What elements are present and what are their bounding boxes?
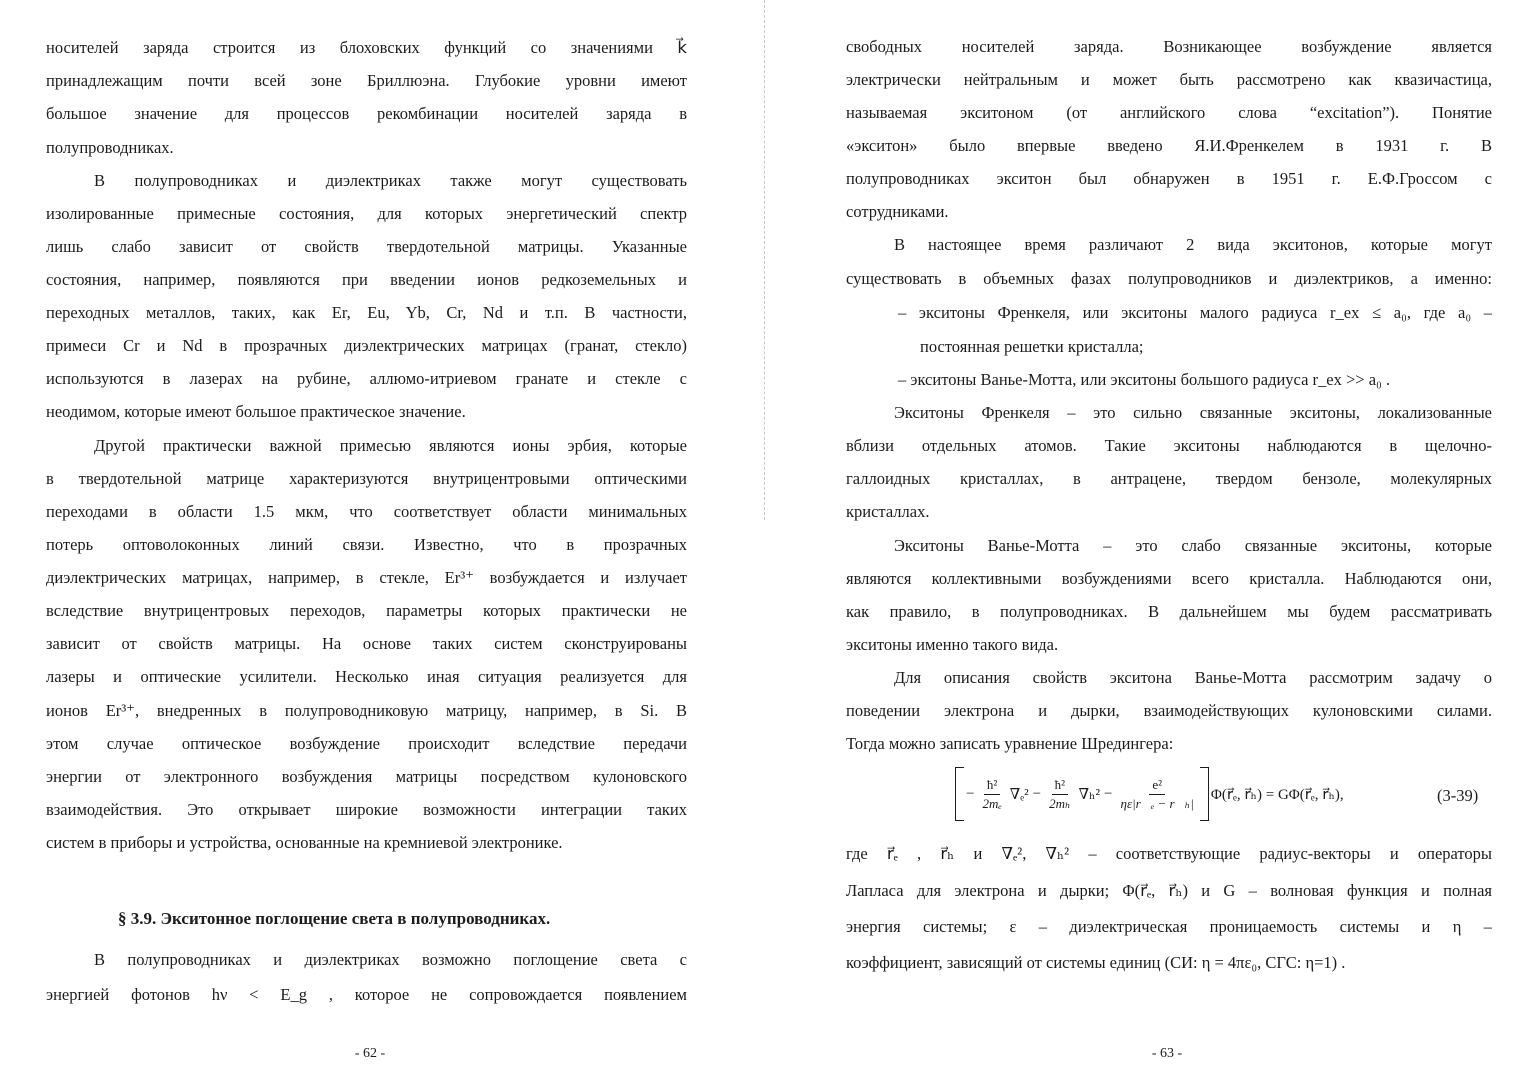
- text-line: этом случае оптическое возбуждение происходит вследствие передачи: [46, 734, 687, 753]
- text-line: Экситоны Ванье-Мотта – это слабо связанные экситоны, которые: [894, 536, 1492, 555]
- text-line: В настоящее время различают 2 вида экситонов, которые могут: [894, 235, 1492, 254]
- text-line: энергия системы; ε – диэлектрическая проницаемость системы и η –: [846, 917, 1492, 936]
- text-line: диэлектрических матрицах, например, в стекле, Er³⁺ возбуждается и излучает: [46, 568, 687, 587]
- right-page: [765, 0, 1530, 1082]
- text-line: полупроводниках.: [46, 138, 174, 157]
- text-line: лазеры и оптические усилители. Несколько иная ситуация реализуется для: [46, 667, 687, 686]
- text-line: неодимом, которые имеют большое практическое значение.: [46, 402, 466, 421]
- equation-fraction: $\frac{\text{ħ²}}{\text{2mₕ}}$: [1049, 776, 1071, 811]
- right-bracket: [1200, 767, 1209, 821]
- text-line: взаимодействия. Это открывает широкие возможности интеграции таких: [46, 800, 687, 819]
- text-line: В полупроводниках и диэлектриках также могут существовать: [94, 171, 687, 190]
- text-line: существовать в объемных фазах полупроводников и диэлектриков, а именно:: [846, 269, 1492, 288]
- left-bracket: [955, 767, 964, 821]
- text-line: лишь слабо зависит от свойств твердотельной матрицы. Указанные: [46, 237, 687, 256]
- text-line: называемая экситоном (от английского слова “excitation”). Понятие: [846, 103, 1492, 122]
- text-line: экситоны именно такого вида.: [846, 635, 1059, 654]
- page-number: - 62 -: [354, 1046, 386, 1061]
- text-line: примеси Cr и Nd в прозрачных диэлектрических матрицах (гранат, стекло): [46, 336, 687, 355]
- text-line: галлоидных кристаллах, в антрацене, твердом бензоле, молекулярных: [846, 469, 1492, 488]
- text-line: ионов Er³⁺, внедренных в полупроводниковую матрицу, например, в Si. В: [46, 701, 687, 720]
- text-line: энергии от электронного возбуждения матрицы посредством кулоновского: [46, 767, 687, 786]
- text-line: Для описания свойств экситона Ванье-Мотта рассмотрим задачу о: [894, 668, 1492, 687]
- text-line: коэффициент, зависящий от системы единиц (СИ: η = 4πε₀, СГС: η=1) .: [846, 953, 1346, 972]
- text-line: носителей заряда строится из блоховских функций со значениями k⃗: [46, 38, 687, 57]
- text-line: В полупроводниках и диэлектриках возможно поглощение света с: [94, 950, 687, 969]
- bullet-item: – экситоны Френкеля, или экситоны малого радиуса r_ex ≤ a₀, где a₀ –: [898, 303, 1492, 322]
- text-line: переходами в области 1.5 мкм, что соответствует области минимальных: [46, 502, 687, 521]
- text-line: принадлежащим почти всей зоне Бриллюэна. Глубокие уровни имеют: [46, 71, 687, 90]
- bullet-item-continuation: постоянная решетки кристалла;: [920, 337, 1144, 356]
- text-line: как правило, в полупроводниках. В дальнейшем мы будем рассматривать: [846, 602, 1492, 621]
- text-line: свободных носителей заряда. Возникающее возбуждение является: [846, 37, 1492, 56]
- text-line: энергией фотонов hν < E_g , которое не сопровождается появлением: [46, 985, 687, 1004]
- bullet-item: – экситоны Ванье-Мотта, или экситоны большого радиуса r_ex >> a₀ .: [898, 370, 1391, 389]
- equation-fraction: $\frac{\text{e²}}{\text{ηε|r⃗ₑ − r⃗ₕ|}}$: [1120, 776, 1194, 811]
- section-heading: § 3.9. Экситонное поглощение света в полупроводниках.: [118, 909, 551, 928]
- equation-fraction: $\frac{\text{ħ²}}{\text{2mₑ}}$: [982, 776, 1002, 811]
- text-line: используются в лазерах на рубине, аллюмо-итриевом гранате и стекле с: [46, 369, 687, 388]
- schrodinger-equation: − $\frac{\text{ħ²}}{\text{2mₑ}}$ ∇ₑ² − $\frac{\text{ħ²}}{\text{2mₕ}}$ ∇ₕ² − $\frac{\text{e²}}{\text{ηε|r⃗ₑ − r⃗ₕ|}}$ Φ(r⃗ₑ, r⃗ₕ) = GΦ(r⃗ₑ, r⃗ₕ),: [955, 764, 1346, 824]
- text-line: электрически нейтральным и может быть рассмотрено как квазичастица,: [846, 70, 1492, 89]
- page-number: - 63 -: [1151, 1046, 1183, 1061]
- text-line: потерь оптоволоконных линий связи. Известно, что в прозрачных: [46, 535, 687, 554]
- text-line: вследствие внутрицентровых переходов, параметры которых практически не: [46, 601, 687, 620]
- text-line: полупроводниках экситон был обнаружен в 1951 г. Е.Ф.Гроссом с: [846, 169, 1492, 188]
- text-line: систем в приборы и устройства, основанные на кремниевой электронике.: [46, 833, 563, 852]
- text-line: Другой практически важной примесью являются ионы эрбия, которые: [94, 436, 687, 455]
- text-line: «экситон» было впервые введено Я.И.Френкелем в 1931 г. В: [846, 136, 1492, 155]
- text-line: в твердотельной матрице характеризуются внутрицентровыми оптическими: [46, 469, 687, 488]
- text-line: Тогда можно записать уравнение Шредингера:: [846, 734, 1174, 753]
- text-line: являются коллективными возбуждениями всего кристалла. Наблюдаются они,: [846, 569, 1492, 588]
- text-line: зависит от свойств матрицы. На основе таких систем сконструированы: [46, 634, 687, 653]
- text-line: большое значение для процессов рекомбинации носителей заряда в: [46, 104, 687, 123]
- text-line: поведении электрона и дырки, взаимодействующих кулоновскими силами.: [846, 701, 1492, 720]
- text-line: кристаллах.: [846, 502, 930, 521]
- equation-number: (3-39): [1437, 786, 1479, 805]
- text-line: Лапласа для электрона и дырки; Φ(r⃗ₑ, r⃗ₕ) и G – волновая функция и полная: [846, 881, 1492, 900]
- text-line: где r⃗ₑ , r⃗ₕ и ∇ₑ², ∇ₕ² – соответствующие радиус-векторы и операторы: [846, 844, 1492, 863]
- text-line: сотрудниками.: [846, 202, 949, 221]
- text-line: Экситоны Френкеля – это сильно связанные экситоны, локализованные: [894, 403, 1492, 422]
- text-line: изолированные примесные состояния, для которых энергетический спектр: [46, 204, 687, 223]
- text-line: переходных металлов, таких, как Er, Eu, Yb, Cr, Nd и т.п. В частности,: [46, 303, 687, 322]
- text-line: состояния, например, появляются при введении ионов редкоземельных и: [46, 270, 687, 289]
- text-line: вблизи отдельных атомов. Такие экситоны наблюдаются в щелочно-: [846, 436, 1492, 455]
